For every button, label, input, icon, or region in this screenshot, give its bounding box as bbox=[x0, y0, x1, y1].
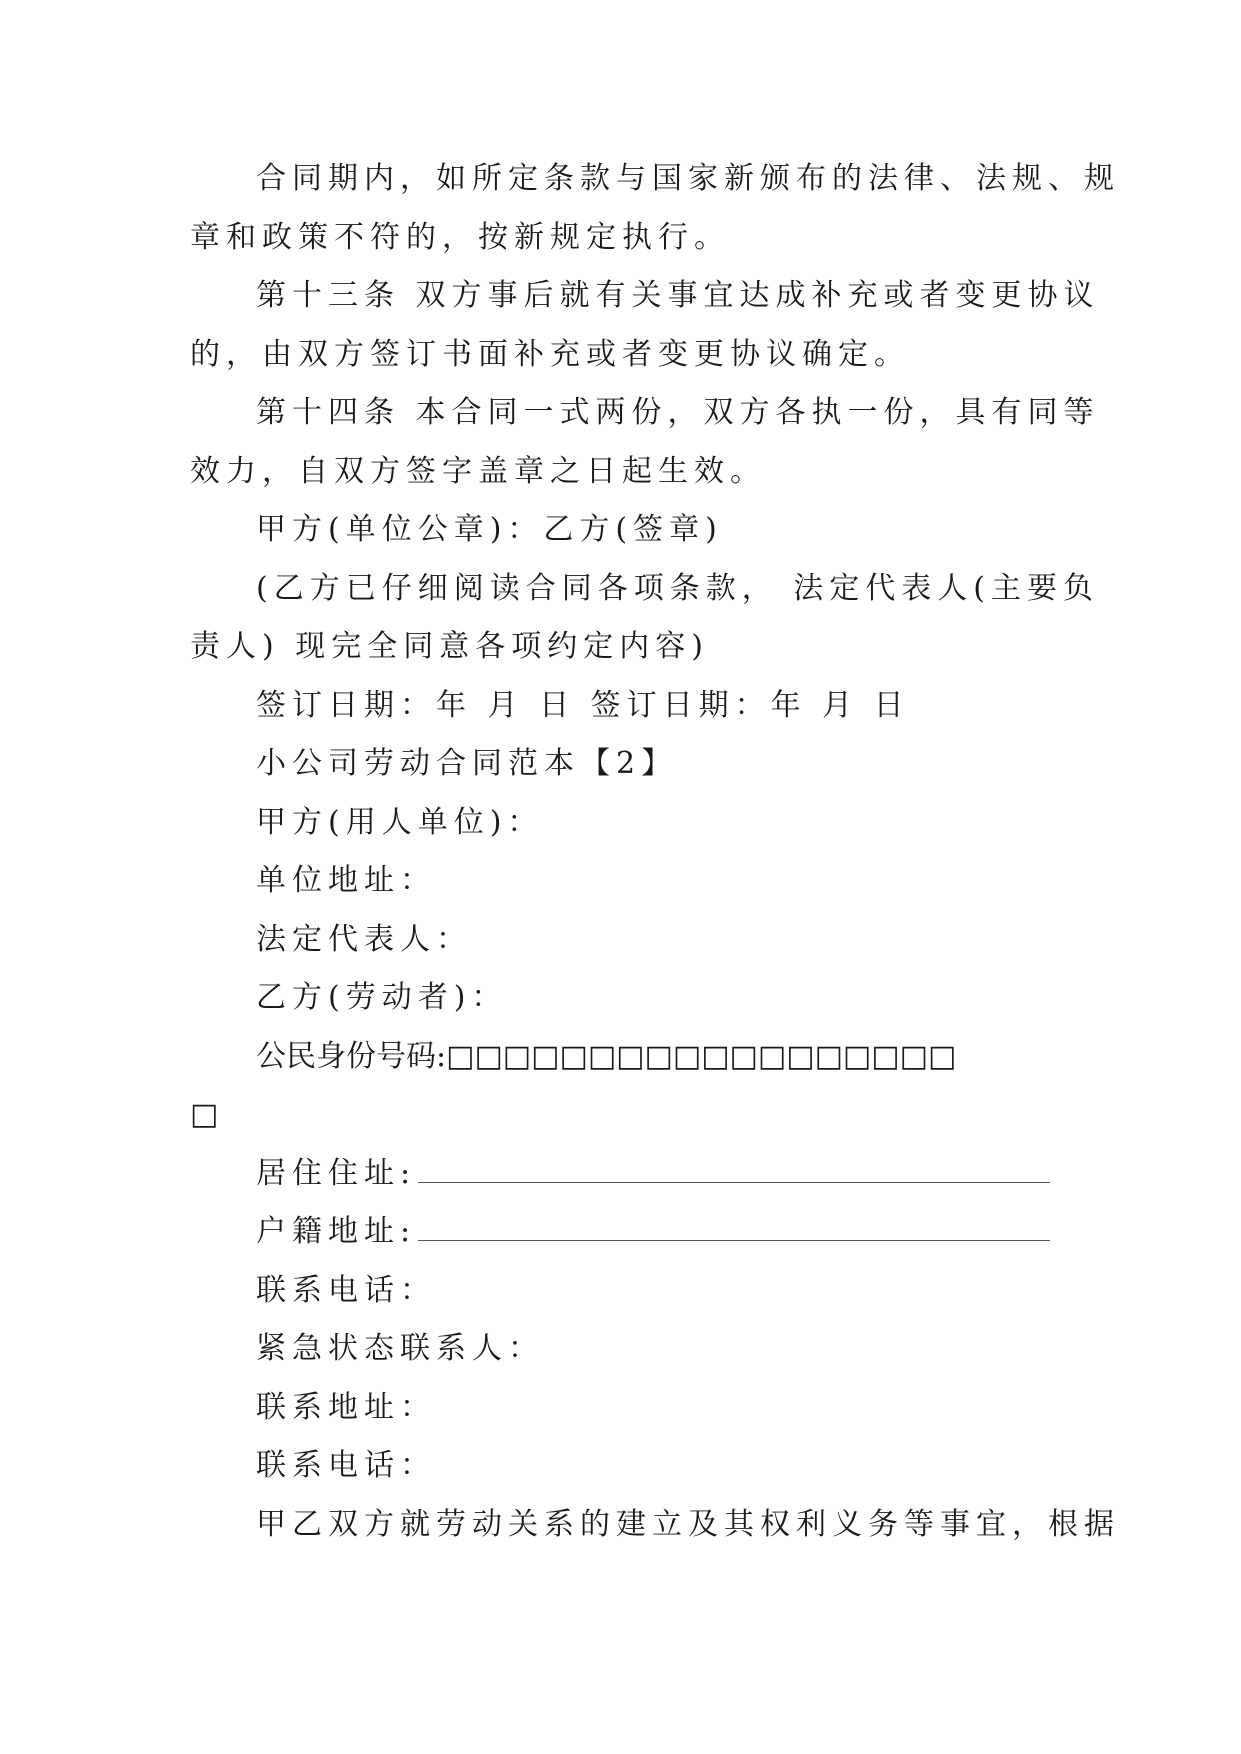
phone-label: 联系电话： bbox=[256, 1272, 436, 1308]
residence-address-row bbox=[190, 1145, 1050, 1204]
section-heading: 小公司劳动合同范本【2】 bbox=[256, 746, 678, 781]
household-address-row bbox=[190, 1203, 1050, 1262]
paragraph-line: 责人) 现完全同意各项约定内容) bbox=[190, 629, 709, 664]
signature-parties-line: 甲方(单位公章)：乙方(签章) bbox=[256, 512, 723, 547]
paragraph-line: 效力，自双方签字盖章之日起生效。 bbox=[190, 453, 766, 489]
paragraph-line: 章和政策不符的，按新规定执行。 bbox=[190, 219, 730, 255]
employer-label: 甲方(用人单位)： bbox=[256, 804, 544, 840]
paragraph-line: (乙方已仔细阅读合同各项条款， 法定代表人(主要负 bbox=[256, 570, 1099, 606]
signing-date-line: 签订日期：年 月 日 签订日期：年 月 日 bbox=[256, 687, 910, 723]
id-number-field: 公民身份号码:□□□□□□□□□□□□□□□□□□ bbox=[256, 1038, 957, 1074]
residence-address-blank bbox=[418, 1181, 1050, 1183]
employee-label: 乙方(劳动者)： bbox=[256, 980, 508, 1015]
household-address-blank bbox=[418, 1239, 1050, 1241]
residence-address-label: 居住住址: bbox=[256, 1155, 417, 1191]
contact-address-label: 联系地址： bbox=[256, 1389, 436, 1425]
emergency-contact-label: 紧急状态联系人： bbox=[256, 1331, 544, 1366]
article-13-line: 第十三条 双方事后就有关事宜达成补充或者变更协议 bbox=[256, 278, 1100, 313]
contact-phone-label: 联系电话： bbox=[256, 1448, 436, 1483]
legal-representative-label: 法定代表人： bbox=[256, 921, 472, 957]
household-address-label: 户籍地址: bbox=[256, 1214, 417, 1249]
employer-address-label: 单位地址： bbox=[256, 863, 436, 898]
paragraph-line: 甲乙双方就劳动关系的建立及其权利义务等事宜，根据 bbox=[256, 1506, 1120, 1542]
paragraph-line: 的，由双方签订书面补充或者变更协议确定。 bbox=[190, 336, 910, 372]
document-page bbox=[190, 150, 1120, 1554]
paragraph-line: 合同期内，如所定条款与国家新颁布的法律、法规、规 bbox=[256, 161, 1120, 196]
article-14-line: 第十四条 本合同一式两份，双方各执一份，具有同等 bbox=[256, 395, 1100, 430]
id-number-field-continued: □ bbox=[190, 1097, 225, 1132]
